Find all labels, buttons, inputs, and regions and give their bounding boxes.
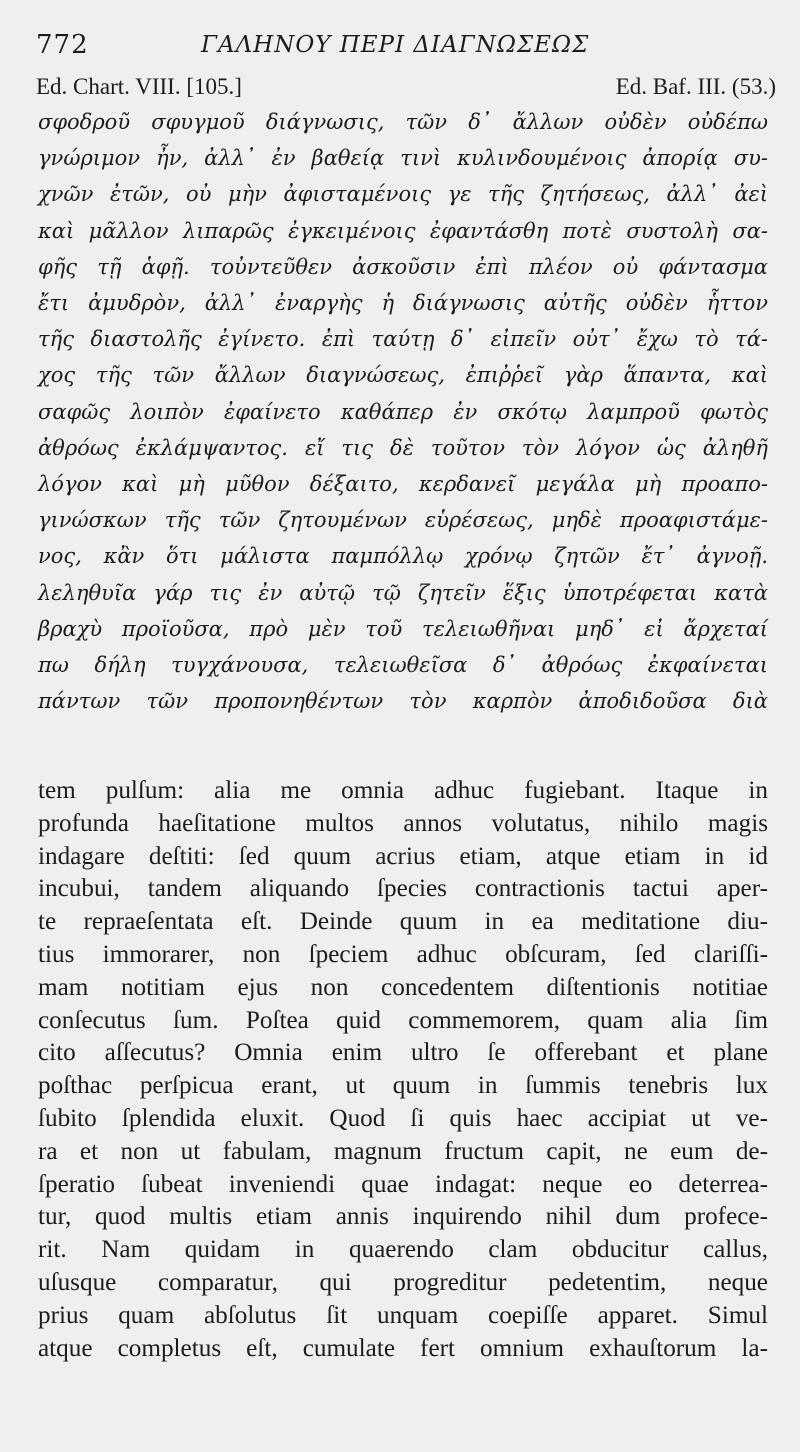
- page-header: [36, 30, 776, 60]
- greek-text-line: χνῶν ἐτῶν, οὐ μὴν ἀφισταμένοις γε τῆς ζητήσεως, ἀλλ᾽ ἀεὶ: [38, 182, 768, 207]
- greek-text-line: γνώριμον ἦν, ἀλλ᾽ ἐν βαθείᾳ τινὶ κυλινδουμένοις ἀπορίᾳ συ-: [38, 146, 768, 171]
- latin-text-line: prius quam abſolutus ſit unquam coepiſſe apparet. Simul: [38, 1301, 768, 1329]
- latin-text-line: poſthac perſpicua erant, ut quum in ſummis tenebris lux: [38, 1072, 768, 1100]
- page-number: 772: [36, 30, 89, 60]
- greek-text-line: σαφῶς λοιπὸν ἐφαίνετο καθάπερ ἐν σκότῳ λαμπροῦ φωτὸς: [38, 399, 768, 424]
- greek-text-line: λεληθυῖα γάρ τις ἐν αὐτῷ τῷ ζητεῖν ἕξις ὑποτρέφεται κατὰ: [38, 580, 768, 605]
- latin-text-line: tem pulſum: alia me omnia adhuc fugiebant. Itaque in: [38, 777, 768, 804]
- latin-text-line: mam notitiam ejus non concedentem diſtentionis notitiae: [38, 973, 768, 1001]
- greek-text-line: σφοδροῦ σφυγμοῦ διάγνωσις, τῶν δ᾽ ἄλλων οὐδὲν οὐδέπω: [38, 110, 768, 134]
- greek-text-line: φῆς τῇ ἁφῇ. τοὐντεῦθεν ἀσκοῦσιν ἐπὶ πλέον οὐ φάντασμα: [38, 254, 768, 279]
- latin-text-line: profunda haeſitatione multos annos volutatus, nihilo magis: [38, 809, 768, 837]
- latin-text-line: ſperatio ſubeat inveniendi quae indagat: neque eo deterrea-: [38, 1170, 768, 1198]
- latin-text-line: incubui, tandem aliquando ſpecies contractionis tactui aper-: [38, 875, 768, 903]
- latin-text-line: ſubito ſplendida eluxit. Quod ſi quis haec accipiat ut ve-: [38, 1104, 768, 1132]
- greek-text-line: γινώσκων τῆς τῶν ζητουμένων εὑρέσεως, μηδὲ προαφιστάμε-: [38, 508, 768, 533]
- greek-text-line: ἀθρόως ἐκλάμψαντος. εἴ τις δὲ τοῦτον τὸν λόγον ὡς ἀληθῆ: [38, 435, 768, 460]
- latin-text-line: te repraeſentata eſt. Deinde quum in ea meditatione diu-: [38, 908, 768, 936]
- latin-text-line: rit. Nam quidam in quaerendo clam obducitur callus,: [38, 1236, 768, 1264]
- latin-text-line: indagare deſtiti: ſed quum acrius etiam, atque etiam in id: [38, 842, 768, 870]
- latin-text-block: [38, 775, 768, 1365]
- edition-ref-chartier: Ed. Chart. VIII. [105.]: [36, 74, 242, 99]
- greek-text-line: χος τῆς τῶν ἄλλων διαγνώσεως, ἐπιῤῥεῖ γὰρ ἅπαντα, καὶ: [38, 363, 768, 388]
- latin-text-line: ra et non ut fabulam, magnum fructum capit, ne eum de-: [38, 1137, 768, 1165]
- greek-text-line: ἔτι ἀμυδρὸν, ἀλλ᾽ ἐναργὴς ἡ διάγνωσις αὐτῆς οὐδὲν ἧττον: [38, 291, 768, 316]
- edition-references: [36, 74, 776, 102]
- greek-text-line: λόγον καὶ μὴ μῦθον δέξαιτο, κερδανεῖ μεγάλα μὴ προαπο-: [38, 472, 768, 497]
- latin-text-line: uſusque comparatur, qui progreditur pedetentim, neque: [38, 1268, 768, 1296]
- greek-text-line: πω δήλη τυγχάνουσα, τελειωθεῖσα δ᾽ ἀθρόως ἐκφαίνεται: [38, 653, 768, 678]
- latin-text-line: tur, quod multis etiam annis inquirendo nihil dum profece-: [38, 1203, 768, 1231]
- greek-text-line: νος, κἂν ὅτι μάλιστα παμπόλλῳ χρόνῳ ζητῶν ἔτ᾽ ἀγνοῇ.: [38, 544, 768, 569]
- greek-text-line: καὶ μᾶλλον λιπαρῶς ἐγκειμένοις ἐφαντάσθη ποτὲ συστολὴ σα-: [38, 218, 768, 243]
- edition-ref-basel: Ed. Baf. III. (53.): [615, 74, 776, 99]
- latin-text-line: atque completus eſt, cumulate fert omnium exhauſtorum la-: [38, 1334, 768, 1362]
- latin-text-line: conſecutus ſum. Poſtea quid commemorem, quam alia ſim: [38, 1006, 768, 1034]
- latin-text-line: cito aſſecutus? Omnia enim ultro ſe offerebant et plane: [38, 1039, 768, 1067]
- greek-text-line: βραχὺ προϊοῦσα, πρὸ μὲν τοῦ τελειωθῆναι μηδ᾽ εἰ ἄρχεταί: [38, 616, 768, 641]
- latin-text-line: tius immorarer, non ſpeciem adhuc obſcuram, ſed clariſſi-: [38, 940, 768, 968]
- greek-text-block: [38, 104, 768, 719]
- greek-text-line: τῆς διαστολῆς ἐγίνετο. ἐπὶ ταύτῃ δ᾽ εἰπεῖν οὐτ᾽ ἔχω τὸ τά-: [38, 327, 768, 352]
- greek-text-line: πάντων τῶν προπονηθέντων τὸν καρπὸν ἀποδιδοῦσα διὰ: [38, 689, 768, 714]
- running-title: ΓΑΛΗΝΟΥ ΠΕΡΙ ΔΙΑΓΝΩΣΕΩΣ: [201, 32, 590, 58]
